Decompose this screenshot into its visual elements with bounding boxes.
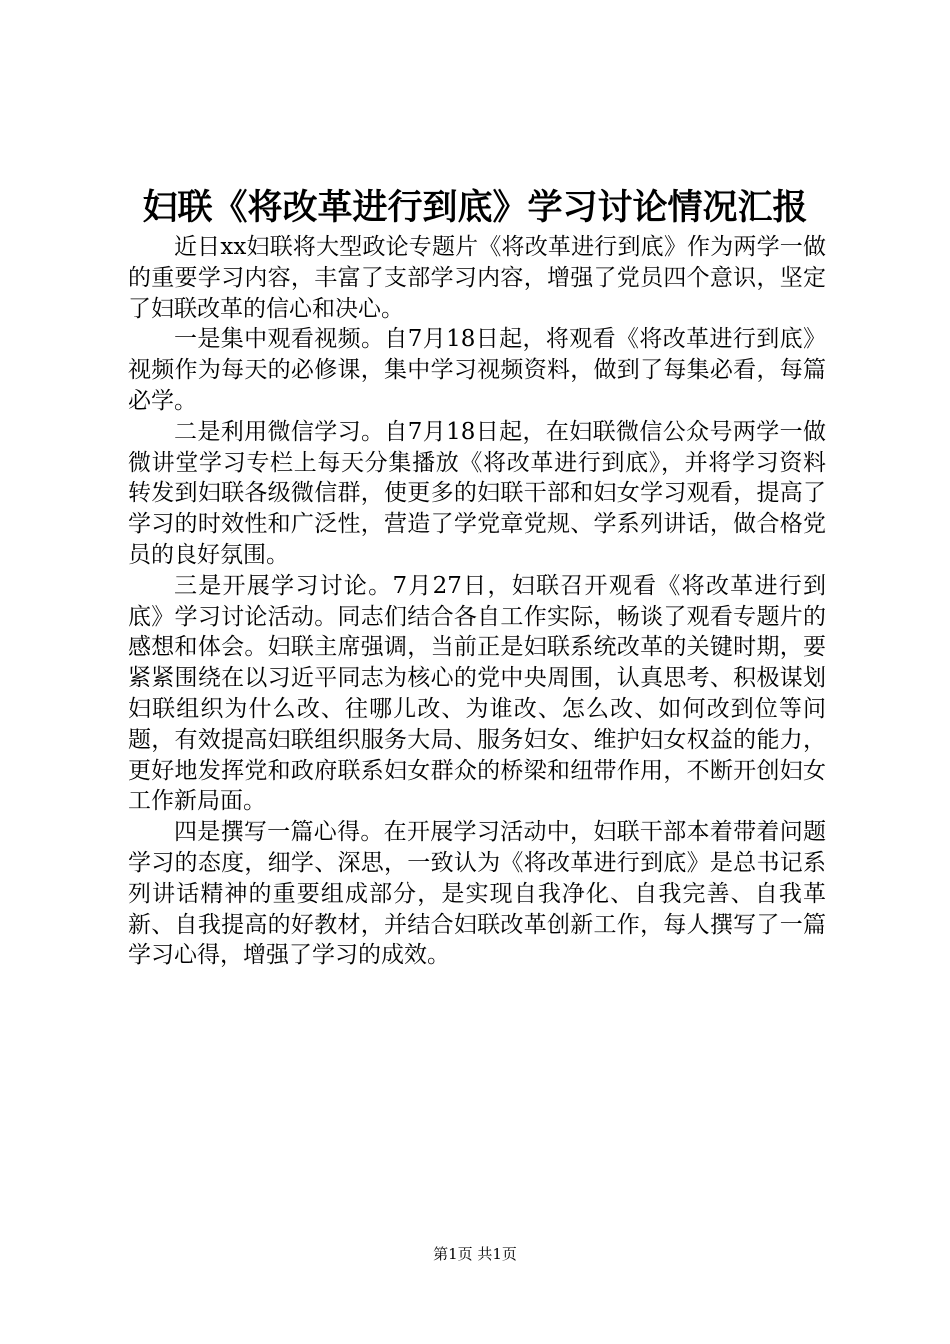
document-title: 妇联《将改革进行到底》学习讨论情况汇报: [142, 187, 808, 228]
paragraph-point-four: 四是撰写一篇心得。在开展学习活动中，妇联干部本着带着问题学习的态度，细学、深思，一致认为《将改革进行到底》是总书记系列讲话精神的重要组成部分，是实现自我净化、自我完善、自我革新、自我提高的好教材，并结合妇联改革创新工作，每人撰写了一篇学习心得，增强了学习的成效。: [128, 819, 826, 969]
paragraph-intro: 近日xx妇联将大型政论专题片《将改革进行到底》作为两学一做的重要学习内容，丰富了支部学习内容，增强了党员四个意识，坚定了妇联改革的信心和决心。: [128, 234, 826, 322]
paragraph-point-two: 二是利用微信学习。自7月18日起，在妇联微信公众号两学一做微讲堂学习专栏上每天分集播放《将改革进行到底》，并将学习资料转发到妇联各级微信群，使更多的妇联干部和妇女学习观看，提高了学习的时效性和广泛性，营造了学党章党规、学系列讲话，做合格党员的良好氛围。: [128, 418, 826, 568]
document-body: [128, 232, 826, 971]
paragraph-point-three: 三是开展学习讨论。7月27日，妇联召开观看《将改革进行到底》学习讨论活动。同志们结合各自工作实际，畅谈了观看专题片的感想和体会。妇联主席强调，当前正是妇联系统改革的关键时期，要紧紧围绕在以习近平同志为核心的党中央周围，认真思考、积极谋划妇联组织为什么改、往哪儿改、为谁改、怎么改、如何改到位等问题，有效提高妇联组织服务大局、服务妇女、维护妇女权益的能力，更好地发挥党和政府联系妇女群众的桥梁和纽带作用，不断开创妇女工作新局面。: [128, 572, 826, 815]
paragraph-point-one: 一是集中观看视频。自7月18日起，将观看《将改革进行到底》视频作为每天的必修课，集中学习视频资料，做到了每集必看，每篇必学。: [128, 326, 826, 414]
page-number-footer: 第1页 共1页: [433, 1245, 517, 1263]
